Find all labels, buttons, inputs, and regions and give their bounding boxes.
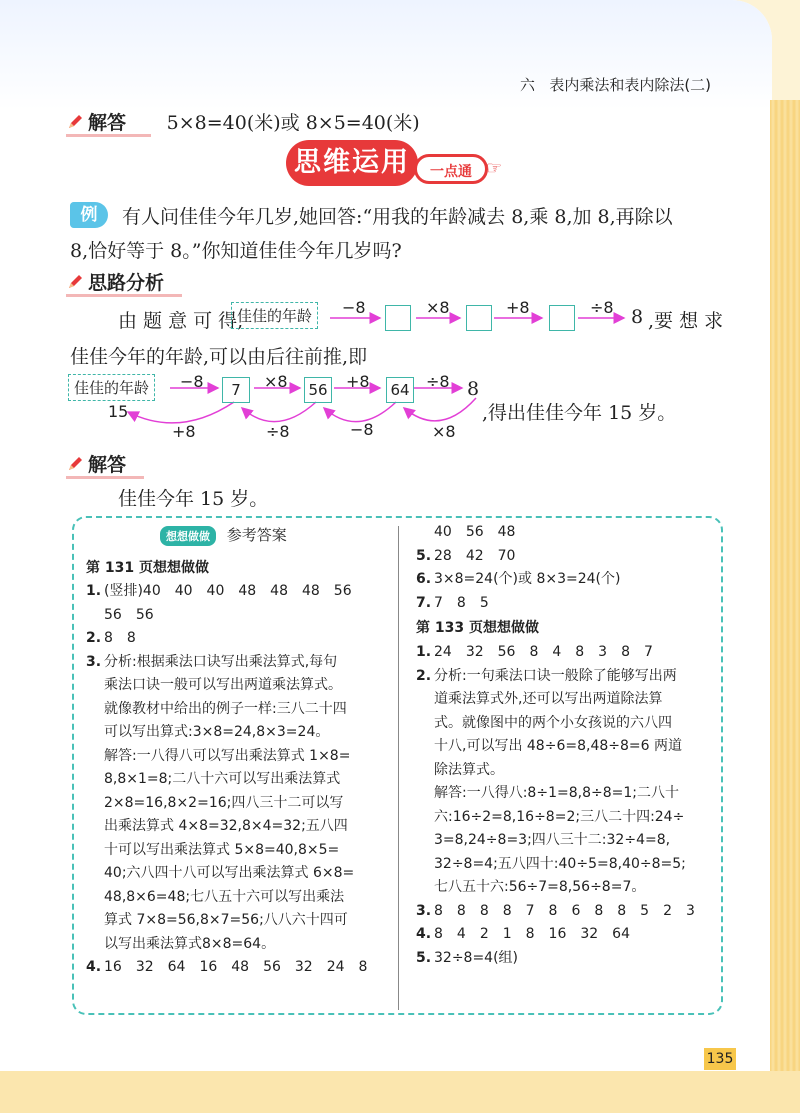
right-section-title: 第 133 页想想做做 [416,620,539,636]
answer-line [416,853,722,877]
answer-line [416,641,722,665]
analysis-intro: 由 题 意 可 得, [118,310,244,332]
answer-line [86,815,392,839]
pencil-icon [66,273,84,291]
answer-line-text: 十可以写出乘法算式 5×8=40,8×5= [104,841,340,858]
answer-heading: 解答 [66,450,144,477]
answer-line [86,651,392,675]
answer-line [86,604,392,628]
answer-line-text: 就像教材中给出的例子一样:三八二十四 [104,700,347,717]
bottom-band [0,1071,800,1113]
pencil-icon [66,455,84,473]
analysis-line-2: 佳佳今年的年龄,可以由后往前推,即 [70,346,368,368]
answer-line-text: 算式 7×8=56,8×7=56;八八六十四可 [104,912,348,928]
value-box-56: 56 [304,377,332,403]
value-box-64: 64 [386,377,414,403]
answers-right-column [416,521,722,970]
answer-line [86,792,392,816]
pencil-icon [66,113,84,131]
answer-line [86,909,392,933]
answer-line-text: 六:16÷2=8,16÷8=2;三八二十四:24÷ [434,808,685,825]
answer-line [86,721,392,745]
answer-line [416,688,722,712]
op2-minus-8: −8 [180,372,204,391]
answer-line-text: 8 8 [104,630,136,646]
answer-line-number: 3. [416,902,432,919]
answer-line [86,956,392,980]
answer-line-text: 8 4 2 1 8 16 32 64 [434,926,630,942]
answer-line-text: 7 8 5 [434,594,489,611]
op2-plus-8: +8 [346,372,370,391]
answer-line-number: 6. [416,571,432,587]
op-divide-8: ÷8 [590,298,614,317]
back-op-divide-8: ÷8 [266,422,290,441]
op-plus-8: +8 [506,298,530,317]
answer-text-main: 佳佳今年 15 岁。 [118,488,269,510]
answer-line [416,592,722,616]
answer-line-text: 乘法口诀一般可以写出两道乘法算式。 [104,677,342,693]
thinking-banner [286,140,516,190]
answer-line-text: 以写出乘法算式8×8=64。 [104,935,276,952]
answer-line [86,745,392,769]
answer-line-text: 2×8=16,8×2=16;四八三十二可以写 [104,794,344,811]
answer-line [86,933,392,957]
chapter-title: 表内乘法和表内除法(二) [549,76,712,94]
answer-line-number: 7. [416,594,432,611]
age-box-2: 佳佳的年龄 [68,374,155,401]
age-box-1: 佳佳的年龄 [231,302,318,329]
answer-line-text: 40;六八四十八可以写出乘法算式 6×8= [104,865,355,881]
page-number: 135 [704,1048,736,1070]
banner-title: 思维运用 [286,140,418,186]
answer-line [416,712,722,736]
op2-times-8: ×8 [264,372,288,391]
answer-line-text: 28 42 70 [434,547,516,564]
answer-line-number: 5. [416,949,432,966]
answer-line-text: 3=8,24÷8=3;四八三十二:32÷4=8, [434,832,671,848]
answer-line [86,839,392,863]
running-header [520,74,711,95]
blank-box-3 [549,305,575,331]
back-arc-1 [128,402,234,423]
answer-line [416,876,722,900]
flow-2-end: 8 [467,378,480,400]
answer-line-text: 可以写出算式:3×8=24,8×3=24。 [104,724,330,740]
left-answer-lines [86,580,392,980]
answer-text: 5×8=40(米)或 8×5=40(米) [166,112,420,134]
answer-line-text: 道乘法算式外,还可以写出两道除法算 [434,691,663,707]
flow-2-result: 15 [108,402,129,421]
answers-title-row [160,524,287,546]
answer-line-text: 40 56 48 [434,524,516,540]
back-arc-2 [242,402,316,422]
answer-line [86,886,392,910]
answer-line-text: 32÷8=4(组) [434,949,519,966]
answer-line-text: 十八,可以写出 48÷6=8,48÷8=6 两道 [434,738,682,754]
blank-box-2 [466,305,492,331]
answer-line-number: 3. [86,653,102,670]
example-line-2: 8,恰好等于 8。”你知道佳佳今年几岁吗? [70,240,402,262]
answer-line-text: 24 32 56 8 4 8 3 8 7 [434,644,653,660]
analysis-heading: 思路分析 [66,268,182,295]
right-answer-lines-a [416,521,722,615]
answer-line [416,806,722,830]
answer-line [86,768,392,792]
left-section-title: 第 131 页想想做做 [86,560,209,576]
back-op-plus-8: +8 [172,422,196,441]
answer-line [416,545,722,569]
blank-box-1 [385,305,411,331]
banner-subtitle: 一点通 [414,154,488,184]
answer-line [416,829,722,853]
op-times-8: ×8 [426,298,450,317]
answer-line [416,735,722,759]
answer-line-number: 5. [416,547,432,564]
think-do-icon: 想想做做 [160,526,216,546]
answer-line-text: 16 32 64 16 48 56 32 24 8 [104,959,368,975]
answer-line [416,568,722,592]
answer-line [416,900,722,924]
back-op-minus-8: −8 [350,420,374,439]
answer-line [416,947,722,971]
answer-line-text: 七八五十六:56÷7=8,56÷8=7。 [434,879,646,895]
answer-label: 解答 [66,112,151,137]
answer-line-text: 解答:一八得八:8÷1=8,8÷8=1;二八十 [434,785,679,801]
answer-line [416,521,722,545]
answer-line-text: (竖排)40 40 40 48 48 48 56 [104,583,352,599]
chapter-number: 六 [520,76,536,94]
answer-line [416,782,722,806]
answers-left-column [86,556,392,980]
answer-line-text: 8,8×1=8;二八十六可以写出乘法算式 [104,771,341,787]
pointing-hand-icon: ☞ [486,158,503,179]
example-badge: 例 [70,202,108,228]
answer-line-text: 56 56 [104,606,154,623]
back-arc-3 [324,402,396,422]
column-divider [398,526,399,1010]
flow-1-tail: ,要 想 求 [648,310,724,332]
op2-divide-8: ÷8 [426,372,450,391]
answer-line-text: 48,8×6=48;七八五十六可以写出乘法 [104,888,345,905]
answer-line-number: 2. [416,667,432,684]
answer-line [416,759,722,783]
answer-line-text: 32÷8=4;五八四十:40÷5=8,40÷8=5; [434,855,686,872]
example-line-1: 有人问佳佳今年几岁,她回答:“用我的年龄减去 8,乘 8,加 8,再除以 [122,206,673,228]
answer-line [416,665,722,689]
answer-line-text: 分析:一句乘法口诀一般除了能够写出两 [434,667,677,684]
answer-line [86,698,392,722]
answer-line-text: 3×8=24(个)或 8×3=24(个) [434,571,621,587]
conclusion: ,得出佳佳今年 15 岁。 [482,402,677,424]
answer-line-number: 1. [416,644,432,660]
top-answer [66,108,420,135]
answer-line [86,627,392,651]
answer-line [86,862,392,886]
answer-line-text: 8 8 8 8 7 8 6 8 8 5 2 3 [434,902,695,919]
answers-title: 参考答案 [226,526,287,544]
answer-line-text: 分析:根据乘法口诀写出乘法算式,每句 [104,653,338,670]
back-op-times-8: ×8 [432,422,456,441]
right-answer-lines-b [416,641,722,970]
answer-line-number: 4. [416,926,432,942]
value-box-7: 7 [222,377,250,403]
op-minus-8: −8 [342,298,366,317]
answer-line [86,674,392,698]
answer-line-number: 4. [86,959,102,975]
answer-line [86,580,392,604]
answer-line-number: 2. [86,630,102,646]
answer-line-number: 1. [86,583,102,599]
flow-1-result: 8 [631,306,644,328]
answer-line-text: 出乘法算式 4×8=32,8×4=32;五八四 [104,818,348,834]
back-arc-4 [404,398,476,421]
answer-line-text: 式。就像图中的两个小女孩说的六八四 [434,714,672,731]
answer-line [416,923,722,947]
page-edge-stack [770,100,800,1113]
answer-line-text: 除法算式。 [434,761,504,778]
answer-line-text: 解答:一八得八可以写出乘法算式 1×8= [104,747,351,764]
